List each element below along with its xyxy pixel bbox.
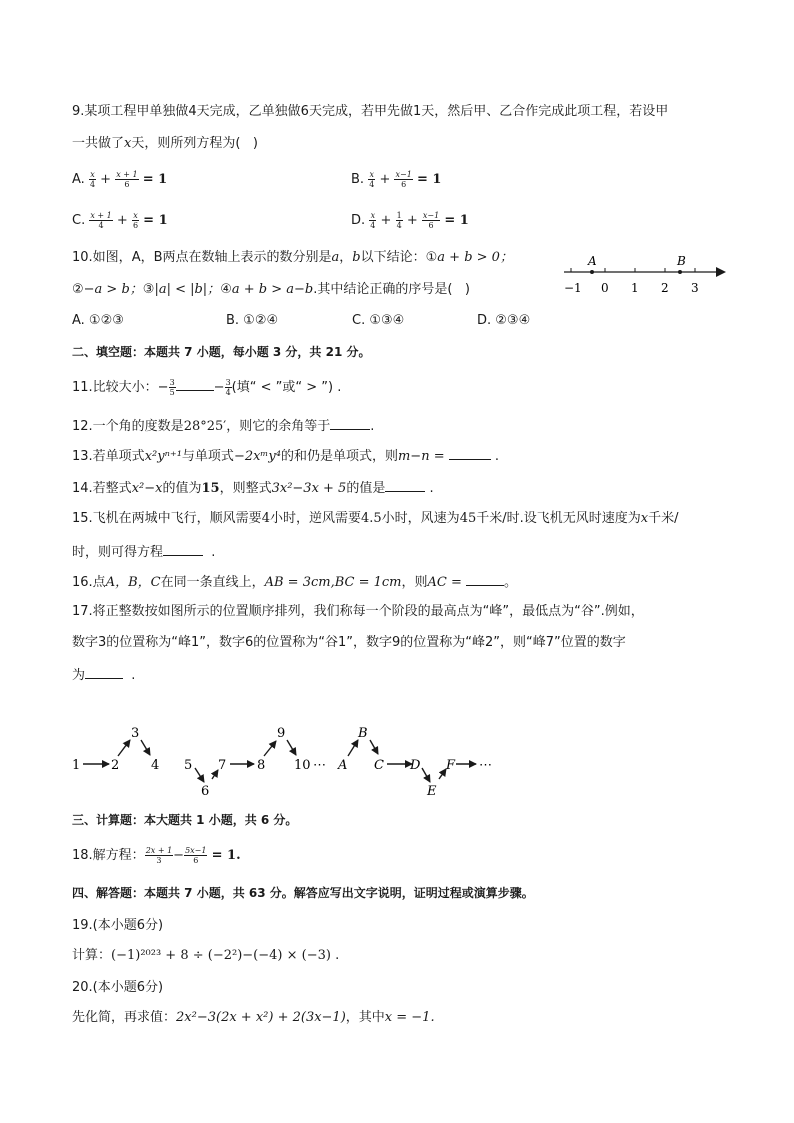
q10-line1: 10.如图，A，B两点在数轴上表示的数分别是a，b以下结论：①a + b > 0；	[72, 250, 513, 265]
section-heading-calculation: 三、计算题：本大题共 1 小题，共 6 分。	[72, 813, 298, 827]
seq-label: 2	[111, 758, 120, 773]
seq-label: D	[410, 758, 421, 773]
fraction: $\frac{x}{4}$	[369, 170, 375, 189]
plus: +	[116, 213, 128, 228]
seq-label: E	[427, 784, 437, 799]
seq-label: 1	[72, 758, 81, 773]
seq-label: A	[338, 758, 348, 773]
tick-label: 2	[661, 281, 669, 295]
equals-one: = 1	[416, 172, 442, 187]
q9-paren: )	[252, 136, 258, 151]
q10-option-d: D. ②③④	[477, 313, 531, 328]
tick-label: 3	[691, 281, 699, 295]
seq-label: 8	[257, 758, 266, 773]
tick-label: 0	[601, 281, 609, 295]
option-letter: B.	[351, 172, 365, 187]
sequence-labels	[72, 726, 492, 799]
q9-option-a	[72, 170, 167, 189]
q9-line2	[72, 136, 258, 152]
seq-label: ⋯	[479, 758, 492, 773]
answer-blank[interactable]	[176, 378, 214, 391]
seq-label: 9	[277, 726, 286, 741]
fraction: $\frac{x + 1}{4}$	[90, 211, 112, 230]
equals-one: = 1	[444, 213, 469, 228]
q19: 计算：(−1)²⁰²³ + 8 ÷ (−2²)−(−4) × (−3) .	[72, 948, 340, 963]
point-b	[678, 270, 682, 274]
q16: 16.点A，B，C在同一条直线上，AB = 3cm,BC = 1cm，则AC = 。	[72, 575, 518, 590]
q20: 先化简，再求值：2x²−3(2x + x²) + 2(3x−1)，其中x = −1.	[72, 1010, 435, 1025]
seq-label: 5	[184, 758, 193, 773]
plus: +	[100, 172, 112, 187]
answer-blank[interactable]	[385, 479, 425, 492]
ticks	[571, 268, 695, 272]
q19-header: 19.(本小题6分)	[72, 918, 164, 933]
q9-text: 一共做了	[72, 136, 125, 151]
seq-label: F	[446, 758, 456, 773]
point-a	[590, 270, 594, 274]
answer-blank[interactable]	[466, 573, 504, 586]
fraction: $\frac{x + 1}{6}$	[116, 170, 138, 189]
q9-var: x	[124, 136, 132, 151]
q17-line2: 数字3的位置称为“峰1”，数字6的位置称为“谷1”，数字9的位置称为“峰2”，则“峰7”位置的数字	[72, 635, 626, 650]
q9-option-b	[351, 170, 441, 189]
label-a: A	[588, 254, 597, 268]
q9-text: 天，则所列方程为(	[131, 136, 241, 151]
q15-line1: 15.飞机在两城中飞行，顺风需要4小时，逆风需要4.5小时，风速为45千米/时.设飞机无风时速度为x千米/	[72, 511, 679, 526]
q11: 11.比较大小：− $\frac{3}{5}$ − $\frac{3}{4}$ (填“ < ”或“ > ”) .	[72, 378, 342, 397]
answer-blank[interactable]	[163, 543, 203, 556]
number-line-figure	[556, 250, 726, 298]
fraction: $\frac{x}{4}$	[89, 170, 96, 189]
fraction: $\frac{x}{4}$	[370, 211, 376, 230]
tick-label: −1	[564, 281, 582, 295]
q10-option-a: A. ①②③	[72, 313, 124, 328]
q14: 14.若整式x²−x的值为15，则整式3x²−3x + 5的值是 .	[72, 481, 434, 496]
q10-line2: ②−a > b；③|a| < |b|；④a + b > a−b.其中结论正确的序号是( )	[72, 282, 470, 297]
option-letter: D.	[351, 213, 366, 228]
section-heading-fill-in: 二、填空题：本题共 7 小题，每小题 3 分，共 21 分。	[72, 345, 371, 359]
q20-header: 20.(本小题6分)	[72, 980, 164, 995]
q12: 12.一个角的度数是28°25′，则它的余角等于 .	[72, 419, 375, 434]
plus: +	[380, 213, 392, 228]
answer-blank[interactable]	[85, 666, 123, 679]
seq-label: B	[358, 726, 368, 741]
q17-line3: 为 .	[72, 668, 136, 683]
plus: +	[379, 172, 391, 187]
option-letter: C.	[72, 213, 86, 228]
zigzag-sequence-figure	[68, 718, 508, 800]
equals-one: = 1	[142, 172, 168, 187]
seq-label: 7	[218, 758, 227, 773]
seq-label: ⋯	[313, 758, 326, 773]
q17-line1: 17.将正整数按如图所示的位置顺序排列，我们称每一个阶段的最高点为“峰”，最低点为“谷”.例如，	[72, 604, 644, 619]
section-heading-answer: 四、解答题：本题共 7 小题，共 63 分。解答应写出文字说明，证明过程或演算步骤。	[72, 886, 534, 900]
fraction: $\frac{1}{4}$	[396, 211, 402, 230]
q9-option-d	[351, 211, 469, 230]
equals-one: = 1	[143, 213, 168, 228]
fraction: $\frac{x-1}{6}$	[422, 211, 440, 230]
answer-blank[interactable]	[330, 417, 370, 430]
label-b: B	[677, 254, 686, 268]
q9-option-c	[72, 211, 168, 230]
seq-label: 10	[294, 758, 311, 773]
arrowhead-icon	[716, 267, 726, 277]
tick-label: 1	[631, 281, 639, 295]
seq-label: C	[374, 758, 384, 773]
q10-option-c: C. ①③④	[352, 313, 405, 328]
seq-label: 4	[151, 758, 160, 773]
seq-label: 6	[201, 784, 210, 799]
q10-option-b: B. ①②④	[226, 313, 279, 328]
answer-blank[interactable]	[449, 447, 491, 460]
fraction: $\frac{x-1}{6}$	[395, 170, 412, 189]
q18: 18.解方程： $\frac{2x + 1}{3}$ − $\frac{5x-1}{6}$ = 1.	[72, 846, 241, 865]
plus: +	[406, 213, 418, 228]
q15-line2: 时，则可得方程 .	[72, 545, 216, 560]
q13: 13.若单项式x²yⁿ⁺¹与单项式−2xᵐy⁴的和仍是单项式，则m−n = .	[72, 449, 500, 464]
seq-label: 3	[131, 726, 140, 741]
q9-line1: 9.某项工程甲单独做4天完成，乙单独做6天完成，若甲先做1天，然后甲、乙合作完成此项工程，若设甲	[72, 104, 669, 119]
option-letter: A.	[72, 172, 85, 187]
fraction: $\frac{x}{6}$	[132, 211, 139, 230]
